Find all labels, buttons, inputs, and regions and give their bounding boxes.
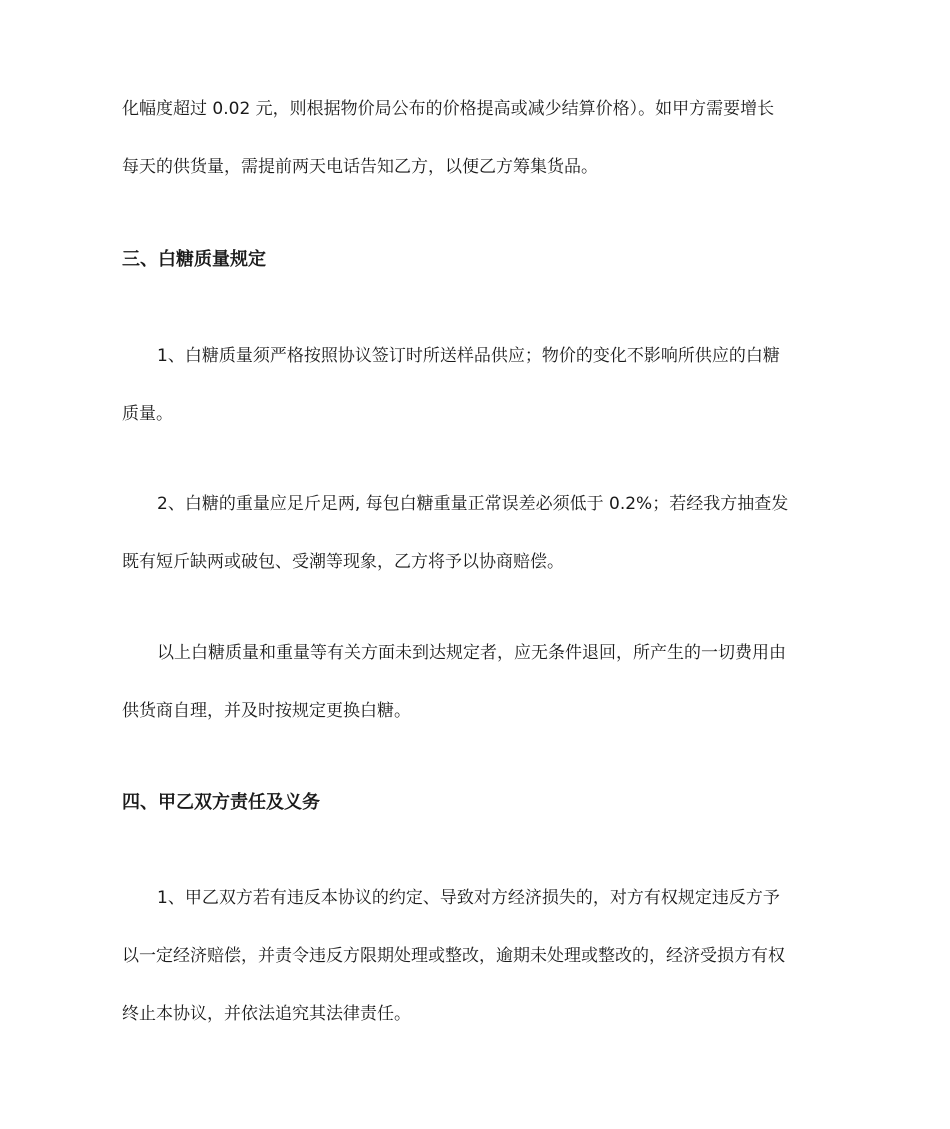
paragraph-line: 每天的供货量，需提前两天电话告知乙方，以便乙方筹集货品。 — [122, 157, 598, 177]
paragraph-line: 1、白糖质量须严格按照协议签订时所送样品供应；物价的变化不影响所供应的白糖 — [157, 346, 780, 366]
paragraph-line: 化幅度超过 0.02 元，则根据物价局公布的价格提高或减少结算价格）。如甲方需要增长 — [122, 99, 775, 119]
paragraph-line: 1、甲乙双方若有违反本协议的约定、导致对方经济损失的，对方有权规定违反方予 — [157, 888, 780, 908]
paragraph-line: 2、白糖的重量应足斤足两, 每包白糖重量正常误差必须低于 0.2%；若经我方抽查发 — [157, 494, 789, 514]
paragraph-line: 质量。 — [122, 404, 173, 424]
section-heading-4: 四、甲乙双方责任及义务 — [122, 792, 320, 813]
paragraph-line: 既有短斤缺两或破包、受潮等现象，乙方将予以协商赔偿。 — [122, 552, 564, 572]
section-heading-3: 三、白糖质量规定 — [122, 249, 266, 270]
paragraph-line: 以一定经济赔偿，并责令违反方限期处理或整改，逾期未处理或整改的，经济受损方有权 — [122, 946, 785, 966]
paragraph-line: 供货商自理，并及时按规定更换白糖。 — [122, 701, 411, 721]
paragraph-line: 以上白糖质量和重量等有关方面未到达规定者，应无条件退回，所产生的一切费用由 — [157, 643, 786, 663]
paragraph-line: 终止本协议，并依法追究其法律责任。 — [122, 1004, 411, 1024]
